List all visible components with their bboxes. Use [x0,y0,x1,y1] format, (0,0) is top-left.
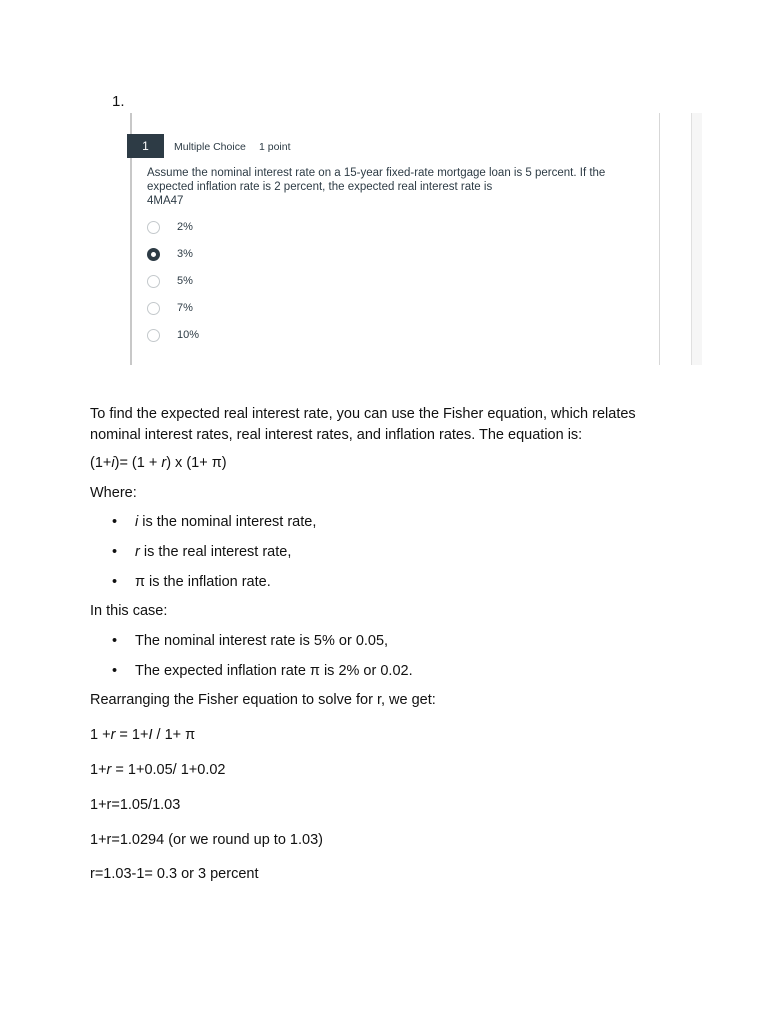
step-line: 1+r=1.0294 (or we round up to 1.03) [90,832,323,848]
equation-part: ) x (1+ π) [166,455,227,471]
panel-shade [692,113,702,365]
definition-item [135,512,316,532]
question-code: 4MA47 [147,195,184,207]
radio-button[interactable] [147,329,160,342]
bullet-icon: • [112,663,118,679]
question-text-line: Assume the nominal interest rate on a 15-year fixed-rate mortgage loan is 5 percent. If the [147,167,606,179]
answer-option[interactable] [147,272,267,290]
case-item: The nominal interest rate is 5% or 0.05, [135,633,389,649]
answer-option[interactable] [147,299,267,317]
answer-option-label: 2% [177,221,193,233]
step-part: 1 + [90,727,111,743]
radio-button[interactable] [147,221,160,234]
answer-option-selected[interactable] [147,245,267,263]
equation-part: (1+ [90,455,112,471]
rearrange-label: Rearranging the Fisher equation to solve for r, we get: [90,692,436,708]
step-part: = 1+0.05/ 1+0.02 [111,762,226,778]
definition-var: r [135,544,140,560]
definition-item [135,542,291,562]
answer-option[interactable] [147,218,267,236]
step-var: I [148,727,153,743]
step-var: r [106,762,112,778]
explanation-intro: To find the expected real interest rate, you can use the Fisher equation, which relates nominal interest rates, real interest rates, and inflation rates. The equation is: [90,406,636,443]
step-line [90,725,690,746]
step-line [90,760,690,781]
bullet-icon: • [112,574,118,590]
case-item: The expected inflation rate π is 2% or 0.02. [135,663,413,679]
bullet-icon: • [112,544,118,560]
quiz-question-panel [130,113,702,365]
step-line: r=1.03-1= 0.3 or 3 percent [90,866,259,882]
where-label: Where: [90,485,137,501]
case-label: In this case: [90,603,168,619]
question-points-label: 1 point [259,141,291,153]
bullet-icon: • [112,514,118,530]
step-var: r [110,727,116,743]
question-badge: 1 [127,134,164,158]
panel-right-border [659,113,660,365]
question-number: 1. [112,93,125,110]
fisher-equation [90,453,690,474]
equation-var-r: r [161,455,167,471]
answer-option-label: 5% [177,275,193,287]
step-line: 1+r=1.05/1.03 [90,797,181,813]
step-part: = 1+ [115,727,149,743]
definition-text: π is the inflation rate. [135,574,271,590]
radio-button-selected[interactable] [147,248,160,261]
question-type-label: Multiple Choice [174,141,246,153]
answer-option-label: 3% [177,248,193,260]
bullet-icon: • [112,633,118,649]
definition-text: is the real interest rate, [139,544,292,560]
step-part: 1+ [90,762,107,778]
question-text-line: expected inflation rate is 2 percent, the expected real interest rate is [147,181,493,193]
answer-option[interactable] [147,326,267,344]
definition-var: i [135,514,139,530]
radio-button[interactable] [147,302,160,315]
answer-option-label: 7% [177,302,193,314]
answer-option-label: 10% [177,329,200,341]
question-text [147,166,637,208]
definition-item [135,572,271,592]
equation-var-i: i [111,455,115,471]
equation-part: )= (1 + [114,455,162,471]
definition-text: is the nominal interest rate, [138,514,317,530]
step-part: / 1+ π [152,727,196,743]
radio-button[interactable] [147,275,160,288]
